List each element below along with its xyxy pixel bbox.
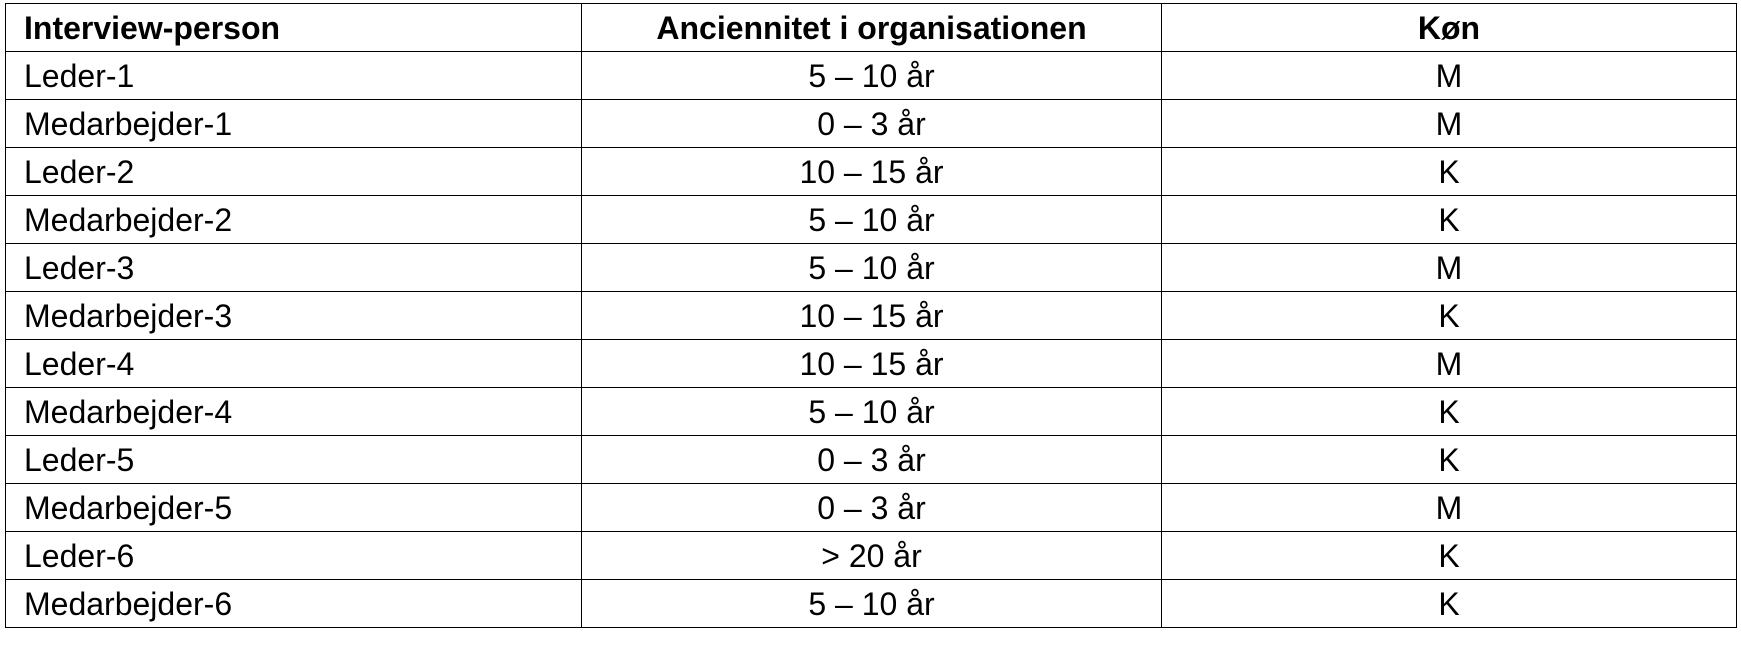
cell-koen: K — [1162, 580, 1737, 628]
cell-koen: K — [1162, 148, 1737, 196]
cell-person: Leder-1 — [6, 52, 582, 100]
cell-koen: M — [1162, 340, 1737, 388]
cell-anciennitet: 5 – 10 år — [582, 388, 1162, 436]
header-anciennitet: Anciennitet i organisationen — [582, 4, 1162, 52]
cell-koen: K — [1162, 292, 1737, 340]
table-row — [6, 52, 1737, 100]
table-header-row — [6, 4, 1737, 52]
table-row — [6, 580, 1737, 628]
cell-anciennitet: 0 – 3 år — [582, 100, 1162, 148]
cell-koen: K — [1162, 436, 1737, 484]
cell-person: Leder-4 — [6, 340, 582, 388]
table-row — [6, 436, 1737, 484]
table-row — [6, 148, 1737, 196]
cell-koen: K — [1162, 388, 1737, 436]
cell-anciennitet: 5 – 10 år — [582, 244, 1162, 292]
cell-person: Leder-3 — [6, 244, 582, 292]
header-koen: Køn — [1162, 4, 1737, 52]
cell-anciennitet: 10 – 15 år — [582, 148, 1162, 196]
cell-person: Medarbejder-4 — [6, 388, 582, 436]
table-row — [6, 388, 1737, 436]
cell-person: Leder-5 — [6, 436, 582, 484]
header-interview-person: Interview-person — [6, 4, 582, 52]
interview-table — [5, 3, 1737, 628]
cell-anciennitet: 10 – 15 år — [582, 340, 1162, 388]
cell-koen: M — [1162, 52, 1737, 100]
table-row — [6, 244, 1737, 292]
cell-person: Medarbejder-3 — [6, 292, 582, 340]
cell-anciennitet: 5 – 10 år — [582, 580, 1162, 628]
cell-person: Medarbejder-2 — [6, 196, 582, 244]
cell-anciennitet: 0 – 3 år — [582, 484, 1162, 532]
table-row — [6, 340, 1737, 388]
cell-koen: M — [1162, 484, 1737, 532]
cell-person: Medarbejder-5 — [6, 484, 582, 532]
cell-anciennitet: 5 – 10 år — [582, 52, 1162, 100]
cell-koen: M — [1162, 244, 1737, 292]
table-row — [6, 532, 1737, 580]
table-row — [6, 100, 1737, 148]
table-row — [6, 196, 1737, 244]
cell-anciennitet: 5 – 10 år — [582, 196, 1162, 244]
cell-person: Leder-2 — [6, 148, 582, 196]
cell-anciennitet: 10 – 15 år — [582, 292, 1162, 340]
cell-person: Medarbejder-6 — [6, 580, 582, 628]
table-row — [6, 484, 1737, 532]
cell-person: Leder-6 — [6, 532, 582, 580]
table-row — [6, 292, 1737, 340]
cell-koen: K — [1162, 196, 1737, 244]
cell-anciennitet: 0 – 3 år — [582, 436, 1162, 484]
cell-koen: M — [1162, 100, 1737, 148]
cell-koen: K — [1162, 532, 1737, 580]
cell-anciennitet: > 20 år — [582, 532, 1162, 580]
cell-person: Medarbejder-1 — [6, 100, 582, 148]
